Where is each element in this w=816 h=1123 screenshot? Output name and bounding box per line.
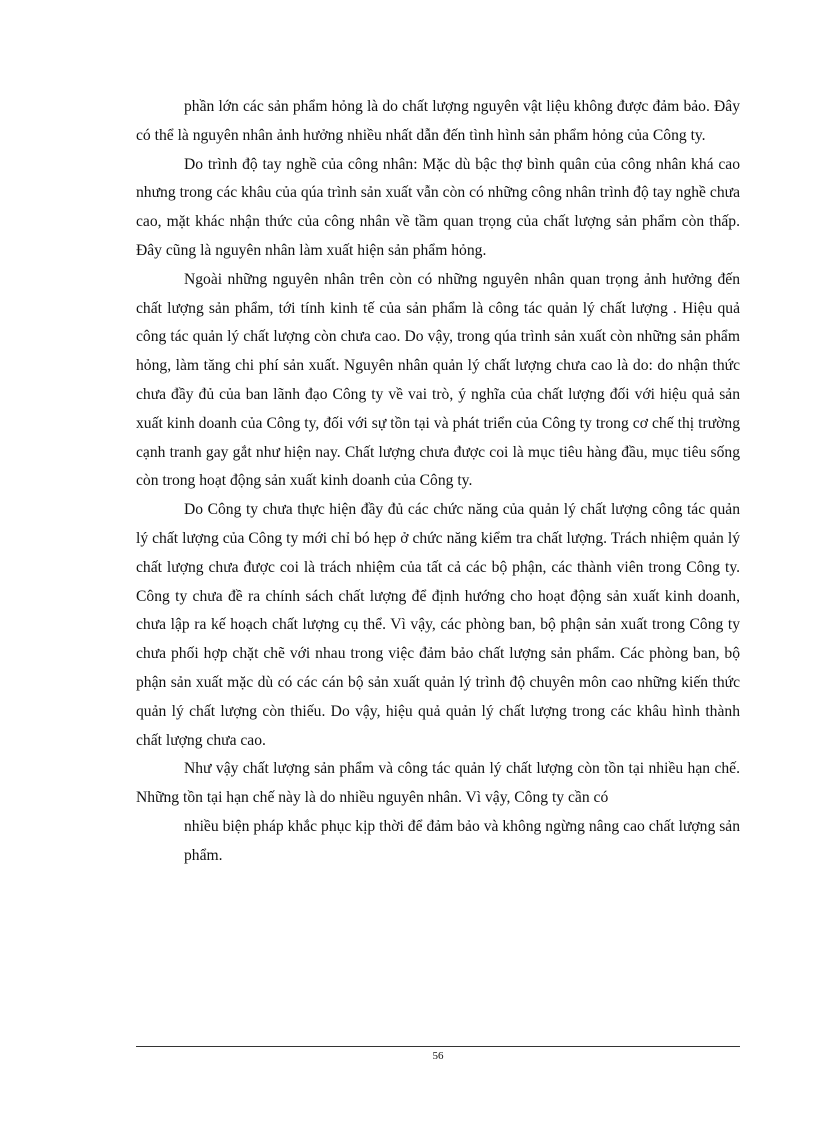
paragraph-6: nhiều biện pháp khắc phục kịp thời để đảm bảo và không ngừng nâng cao chất lượng sản phẩm. (184, 817, 740, 864)
footer-divider (136, 1046, 740, 1047)
page-number: 56 (432, 1050, 444, 1062)
paragraph-1: phần lớn các sản phẩm hỏng là do chất lượng nguyên vật liệu không được đảm bảo. Đây có thể là nguyên nhân ảnh hưởng nhiều nhất dẫn đến tình hình sản phẩm hỏng của Công ty. (136, 98, 740, 144)
body-text (136, 93, 740, 871)
paragraph-4: Do Công ty chưa thực hiện đầy đủ các chức năng của quản lý chất lượng công tác quản lý chất lượng của Công ty mới chỉ bó hẹp ở chức năng kiểm tra chất lượng. Trách nhiệm quản lý chất lượng chưa được coi là trách nhiệm của tất cả các bộ phận, các thành viên trong Công ty. Công ty chưa đề ra chính sách chất lượng để định hướng cho hoạt động sản xuất kinh doanh, chưa lập ra kế hoạch chất lượng cụ thể. Vì vậy, các phòng ban, bộ phận sản xuất trong Công ty chưa phối hợp chặt chẽ với nhau trong việc đảm bảo chất lượng sản phẩm. Các phòng ban, bộ phận sản xuất mặc dù có các cán bộ sản xuất quản lý trình độ chuyên môn cao những kiến thức quản lý chất lượng còn thiếu. Do vậy, hiệu quả quản lý chất lượng trong các khâu hình thành chất lượng chưa cao. (136, 501, 740, 749)
paragraph-2: Do trình độ tay nghề của công nhân: Mặc dù bậc thợ bình quân của công nhân khá cao nhưng trong các khâu của qúa trình sản xuất vẫn còn có những công nhân trình độ tay nghề chưa cao, mặt khác nhận thức của công nhân về tầm quan trọng của chất lượng sản phẩm còn thấp. Đây cũng là nguyên nhân làm xuất hiện sản phẩm hỏng. (136, 155, 740, 259)
paragraph-3: Ngoài những nguyên nhân trên còn có những nguyên nhân quan trọng ảnh hưởng đến chất lượng sản phẩm, tới tính kinh tế của sản phẩm là công tác quản lý chất lượng . Hiệu quả công tác quản lý chất lượng còn chưa cao. Do vậy, trong qúa trình sản xuất còn những sản phẩm hỏng, làm tăng chi phí sản xuất. Nguyên nhân quản lý chất lượng chưa cao là do: do nhận thức chưa đầy đủ của ban lãnh đạo Công ty về vai trò, ý nghĩa của chất lượng đối với hiệu quả sản xuất kinh doanh của Công ty, đối với sự tồn tại và phát triển của Công ty trong cơ chế thị trường cạnh tranh gay gắt như hiện nay. Chất lượng chưa được coi là mục tiêu hàng đầu, mục tiêu sống còn trong hoạt động sản xuất kinh doanh của Công ty. (136, 270, 740, 490)
paragraph-5: Như vậy chất lượng sản phẩm và công tác quản lý chất lượng còn tồn tại nhiều hạn chế. Những tồn tại hạn chế này là do nhiều nguyên nhân. Vì vậy, Công ty cần có (136, 760, 740, 807)
